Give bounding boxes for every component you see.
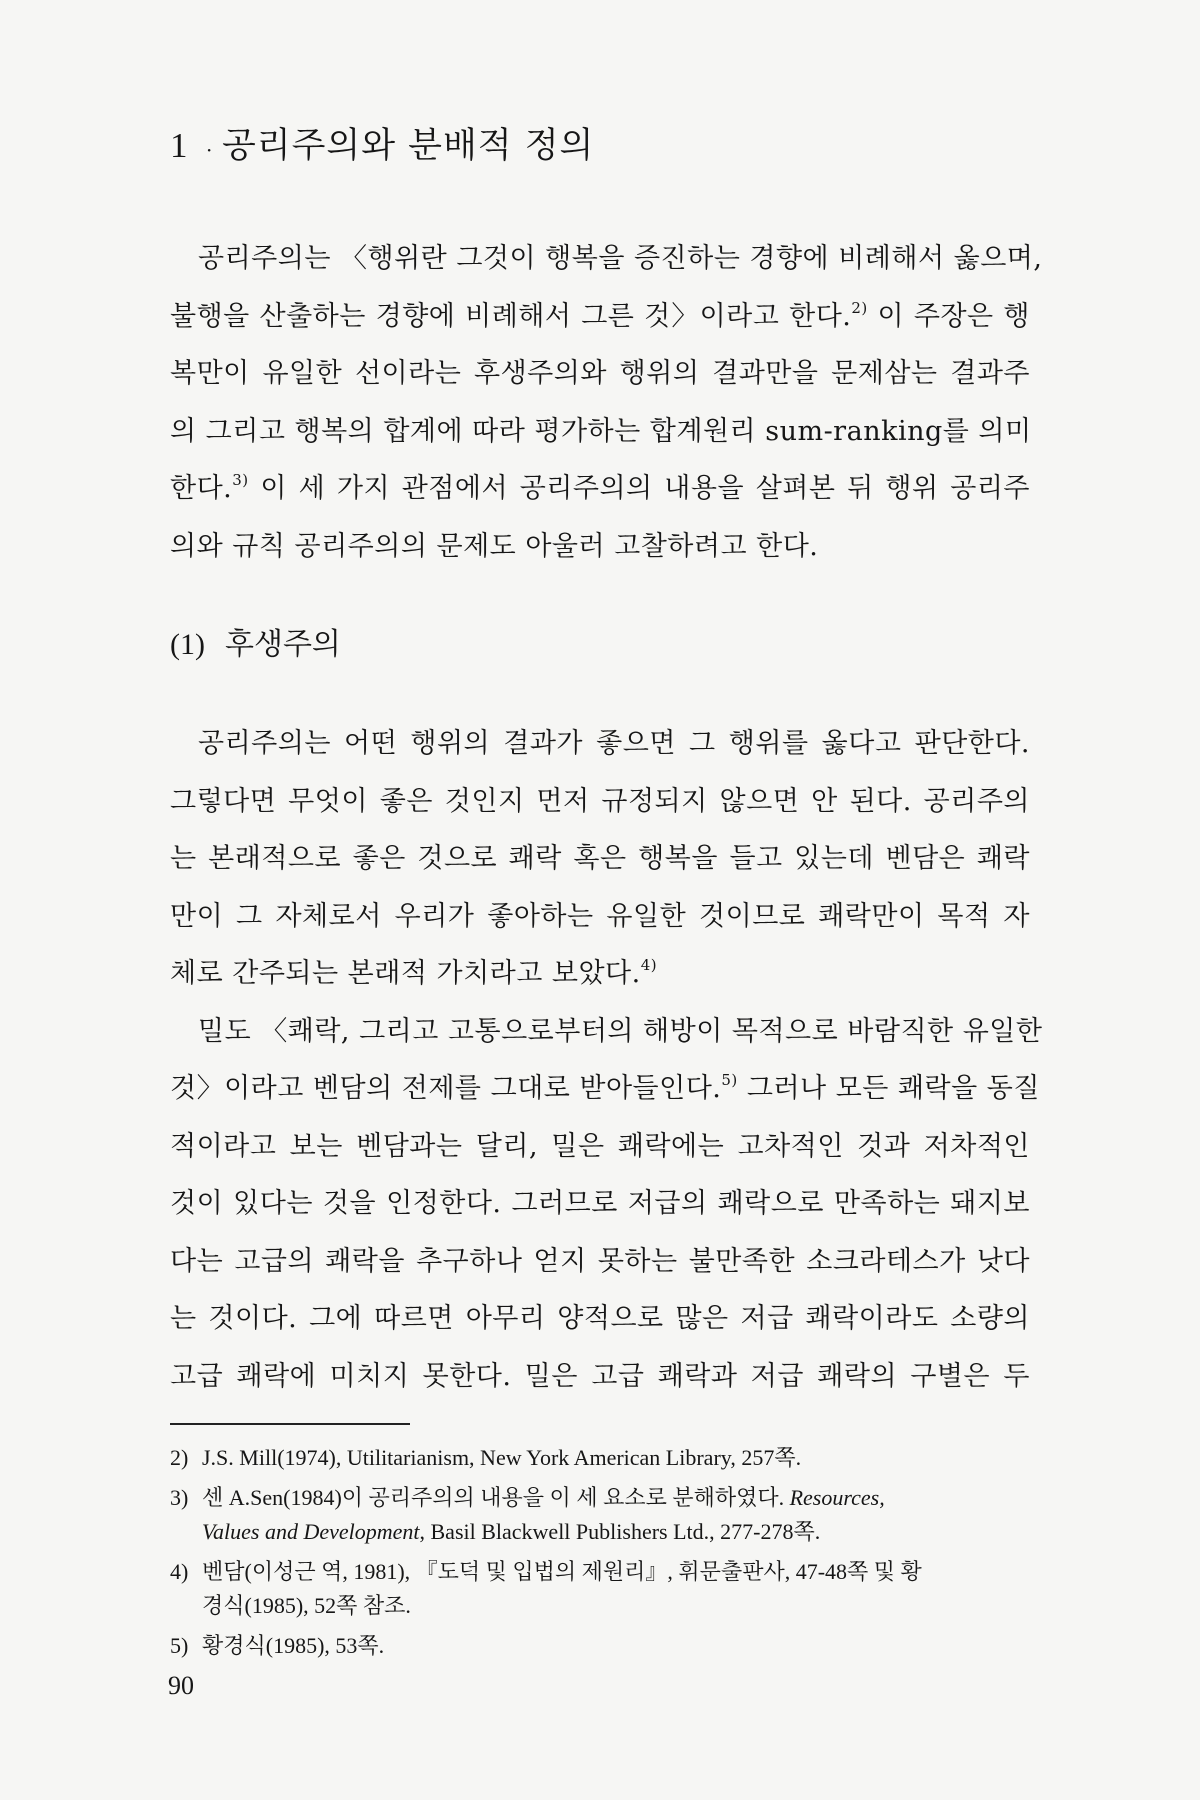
- footnote-book-title: Values and Development: [202, 1519, 420, 1544]
- footnote-ref: 5): [721, 1071, 738, 1089]
- text-line: [170, 460, 1030, 518]
- subsection-number: (1): [170, 628, 205, 661]
- footnote-number: 4): [170, 1559, 189, 1584]
- footnote-item: [170, 1555, 1030, 1623]
- footnote-ref: 4): [640, 956, 658, 974]
- text-line: 의와 규칙 공리주의의 문제도 아울러 고찰하려고 한다.: [170, 530, 819, 562]
- text-line: 것이 있다는 것을 인정한다. 그러므로 저급의 쾌락으로 만족하는 돼지보: [170, 1188, 1030, 1219]
- paragraph-mill: [170, 1003, 1043, 1406]
- footnote-continuation: [170, 1515, 1030, 1549]
- text-segment: 것〉이라고 벤담의 전제를 그대로 받아들인다.: [170, 1073, 722, 1104]
- text-line: 밀도 〈쾌락, 그리고 고통으로부터의 해방이 목적으로 바람직한 유일한: [198, 1015, 1043, 1047]
- intro-paragraph: [170, 230, 1043, 575]
- text-line: 적이라고 보는 벤담과는 달리, 밀은 쾌락에는 고차적인 것과 저차적인: [170, 1130, 1030, 1162]
- footnote-ref: 2): [851, 298, 868, 317]
- page-content: [170, 118, 1043, 1669]
- text-line: 그렇다면 무엇이 좋은 것인지 먼저 규정되지 않으면 안 된다. 공리주의: [170, 785, 1030, 817]
- text-line: 는 본래적으로 좋은 것으로 쾌락 혹은 행복을 들고 있는데 벤담은 쾌락: [170, 843, 1030, 874]
- footnote-number: 2): [170, 1445, 189, 1470]
- text-line: 만이 그 자체로서 우리가 좋아하는 유일한 것이므로 쾌락만이 목적 자: [170, 900, 1030, 932]
- text-line: 공리주의는 어떤 행위의 결과가 좋으면 그 행위를 옳다고 판단한다.: [198, 728, 1030, 759]
- text-segment: 한다.: [170, 473, 233, 504]
- text-line: 복만이 유일한 선이라는 후생주의와 행위의 결과만을 문제삼는 결과주: [170, 358, 1030, 389]
- footnote-ref: 3): [232, 471, 249, 489]
- footnote-item: [170, 1629, 1030, 1663]
- text-line: 다는 고급의 쾌락을 추구하나 얻지 못하는 불만족한 소크라테스가 낫다: [170, 1245, 1030, 1277]
- footnote-text: 벤담(이성근 역, 1981), 『도덕 및 입법의 제원리』, 휘문출판사, 47-48쪽 및 황: [202, 1559, 922, 1584]
- page-number: 90: [168, 1671, 194, 1700]
- text-line: 고급 쾌락에 미치지 못한다. 밀은 고급 쾌락과 저급 쾌락의 구별은 두: [170, 1360, 1030, 1392]
- subsection-title: 후생주의: [224, 627, 341, 662]
- text-segment: 이 세 가지 관점에서 공리주의의 내용을 살펴본 뒤 행위 공리주: [248, 473, 1030, 504]
- subsection-heading: [170, 617, 1030, 673]
- footnote-continuation: 경식(1985), 52쪽 참조.: [202, 1593, 411, 1618]
- footnote-text: 센 A.Sen(1984)이 공리주의의 내용을 이 세 요소로 분해하였다.: [202, 1485, 790, 1510]
- footnote-text: J.S. Mill(1974), Utilitarianism, New York American Library, 257쪽.: [202, 1445, 802, 1470]
- footnote-text: , Basil Blackwell Publishers Ltd., 277-278쪽.: [419, 1519, 821, 1544]
- section-heading: [170, 118, 1030, 178]
- section-number: 1: [170, 126, 189, 165]
- footnotes: [170, 1441, 1030, 1663]
- footnote-book-title: Resources,: [789, 1485, 885, 1510]
- text-line: [170, 945, 1030, 1003]
- text-line: [170, 1060, 1040, 1118]
- text-line: 공리주의는 〈행위란 그것이 행복을 증진하는 경향에 비례해서 옳으며,: [198, 243, 1043, 274]
- footnote-number: 5): [170, 1633, 189, 1658]
- section-dot: ·: [206, 138, 214, 162]
- footnote-item: [170, 1441, 1030, 1475]
- footnote-number: 3): [170, 1485, 189, 1510]
- text-segment: 그러나 모든 쾌락을 동질: [737, 1073, 1040, 1104]
- text-line: [170, 288, 1030, 346]
- footnote-text: 황경식(1985), 53쪽.: [202, 1633, 385, 1658]
- footnote-divider: [170, 1423, 410, 1425]
- paragraph-welfarism: [170, 715, 1030, 1003]
- text-line: 의 그리고 행복의 합계에 따라 평가하는 합계원리 sum-ranking를 의미: [170, 415, 1032, 447]
- section-title: 공리주의와 분배적 정의: [222, 126, 595, 166]
- text-segment: 체로 간주되는 본래적 가치라고 보았다.: [170, 958, 641, 989]
- text-line: 는 것이다. 그에 따르면 아무리 양적으로 많은 저급 쾌락이라도 소량의: [170, 1303, 1030, 1334]
- text-segment: 불행을 산출하는 경향에 비례해서 그른 것〉이라고 한다.: [170, 300, 852, 332]
- footnote-item: [170, 1481, 1030, 1549]
- text-segment: 이 주장은 행: [867, 300, 1030, 332]
